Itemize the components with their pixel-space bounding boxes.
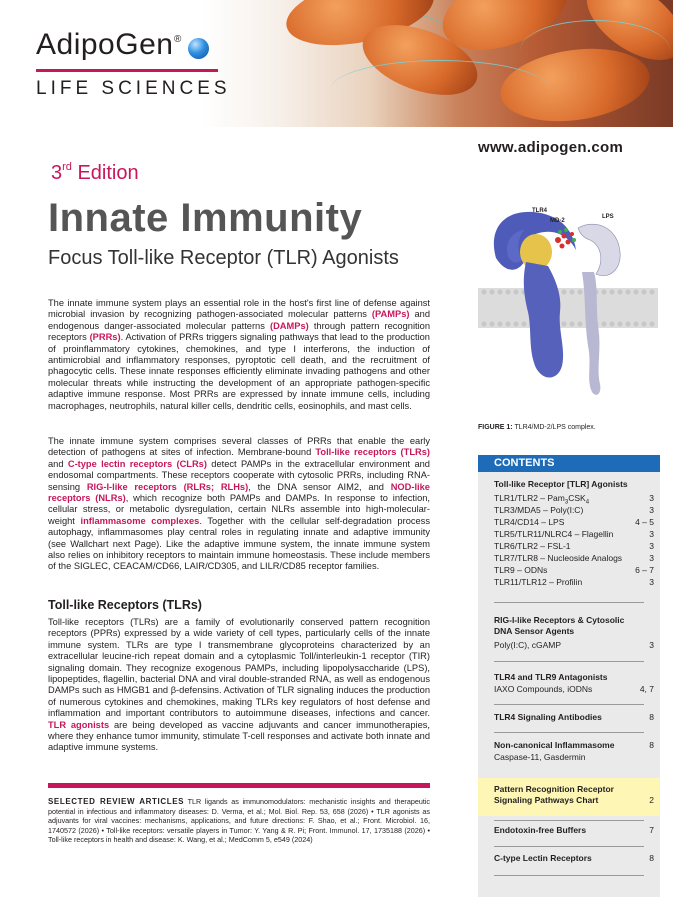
contents-section-tlr-agonists[interactable]: Toll-like Receptor [TLR] Agonists [494, 479, 628, 489]
contents-divider [494, 602, 644, 603]
review-articles [48, 797, 430, 845]
contents-item-label: C-type Lectin Receptors [494, 853, 592, 863]
page-title: Innate Immunity [48, 196, 363, 240]
section-heading-tlrs: Toll-like Receptors (TLRs) [48, 598, 202, 612]
link-clrs[interactable]: C-type lectin receptors (CLRs) [67, 458, 207, 469]
contents-chart-page [494, 795, 654, 807]
contents-item-page: 8 [649, 853, 654, 863]
tlr4-complex-figure [478, 200, 658, 410]
body-text: . Together with the cellular self-degradation process autophagy, inflammasomes play central roles in regulating innate and adaptive immunity (see Wallchart next Page). Like the adaptive immune system, the innate immune system also relies on inhibitory receptors to maintain immune homeostasis. These include members of the SIGLEC, CEACAM/CD66, LAIR/CD305, and LILR/CD85 receptor families. [48, 515, 430, 572]
contents-item-label: Non-canonical Inflammasome [494, 740, 615, 750]
contents-item[interactable] [494, 684, 654, 696]
registered-mark: ® [174, 34, 182, 45]
contents-title: CONTENTS [494, 457, 555, 469]
contents-item-page: 3 [649, 493, 654, 503]
edition-word: Edition [71, 162, 139, 184]
body-text: and endogenous danger-associated molecular patterns [48, 309, 430, 331]
contents-item-label: TLR9 – ODNs [494, 565, 548, 575]
contents-item-page: 3 [649, 640, 654, 650]
fibril-decoration [520, 20, 670, 80]
contents-item-label: TLR11/TLR12 – Profilin [494, 577, 583, 587]
figure-caption-label: FIGURE 1: [478, 424, 513, 431]
review-articles-text: TLR ligands as immunomodulators: mechanistic insights and therapeutic potential in infectious and inflammatory diseases: D. Verma, et al.; Mol. Biol. Rep. 53, 658 (2026) • TLR agonists as adjuvants for viral vaccines: mechanisms, applications, and future directions: F. Shao, et al.; Front. Microbiol. 16, 1740572 (2026) • Toll-like receptors: versatile players in Tumor: Y. Yang & R. Pi; Front. Immunol. 17, 1735188 (2026) • Toll-like receptors in health and disease: K. Wang, et al.; MedComm 5, e549 (2024) [48, 797, 431, 845]
figure-label-md2: MD-2 [550, 218, 565, 224]
contents-sidebar [478, 455, 660, 897]
contents-divider [494, 820, 644, 821]
brand-logo[interactable] [36, 28, 236, 99]
page-subtitle: Focus Toll-like Receptor (TLR) Agonists [48, 247, 399, 269]
term-damps: (DAMPs) [269, 320, 309, 331]
figure-caption-text: TLR4/MD-2/LPS complex. [512, 424, 596, 431]
membrane-band [478, 288, 658, 328]
contents-item-subscript: 4 [585, 499, 590, 506]
brand-subname: LIFE SCIENCES [36, 78, 231, 99]
contents-divider [494, 732, 644, 733]
tlr-paragraph [48, 617, 430, 754]
logo-sphere-icon [188, 38, 209, 59]
body-text: Toll-like receptors (TLRs) are a family of evolutionarily conserved pattern recognition receptors (PPRs) expressed by a wide variety of cell types, particularly cells of the innate immune system. TLRs are type I transmembrane glycoproteins characterized by an extracellular leucine-rich repeat domain and a cytoplasmic Toll/interleukin-1 receptor (TIR) signaling domain. They recognize exogenous PAMPs, including lipopolysaccharide (LPS), lipopeptides, flagellin, bacterial DNA and viral double-stranded RNA, as well as endogenous DAMPs such as HMGB1 and β-defensins. Activation of TLR signaling induces the production of numerous cytokines and chemokines, making TLRs key regulators of host defense and inflammation and important contributors to autoimmune diseases, infections and cancer. [48, 617, 430, 719]
contents-item-page: 8 [649, 712, 654, 722]
contents-item[interactable] [494, 493, 654, 505]
contents-item-page: 4, 7 [639, 684, 654, 694]
contents-section-chart[interactable]: Pattern Recognition Receptor Signaling Pathways Chart [494, 784, 614, 805]
contents-item-label: Poly(I:C), cGAMP [494, 640, 562, 650]
contents-item-label: TLR1/TLR2 – Pam [494, 493, 565, 503]
brand-name: AdipoGen [36, 28, 174, 61]
contents-item[interactable] [494, 529, 654, 541]
body-text: through pattern recognition receptors [48, 320, 430, 343]
contents-item-page: 2 [649, 795, 654, 805]
contents-item-label: TLR7/TLR8 – Nucleoside Analogs [494, 553, 623, 563]
fibril-decoration [330, 60, 550, 120]
prr-classes-paragraph [48, 436, 430, 573]
body-text: The innate immune system plays an essential role in the host's first line of defense against microbial invasion by recognizing pathogen-associated molecular patterns [48, 298, 430, 320]
edition-label [51, 161, 139, 185]
contents-divider [494, 846, 644, 847]
edition-number: 3 [51, 162, 63, 184]
review-articles-heading: SELECTED REVIEW ARTICLES [48, 797, 185, 806]
contents-item[interactable] [494, 517, 654, 529]
figure-caption [478, 424, 596, 431]
link-inflammasome[interactable]: inflammasome complexes [80, 515, 200, 526]
figure-label-lps: LPS [602, 214, 614, 220]
contents-item-label: IAXO Compounds, iODNs [494, 684, 593, 694]
contents-divider [494, 875, 644, 876]
contents-divider [494, 704, 644, 705]
link-nlrs[interactable]: NOD-like receptors (NLRs) [48, 481, 430, 504]
contents-item-label: CSK [568, 493, 586, 503]
body-text: The innate immune system comprises several classes of PRRs that enable the early detection of pathogens at sites of infection. Membrane-bound [48, 436, 430, 458]
link-tlrs[interactable]: Toll-like receptors (TLRs) [315, 447, 430, 458]
contents-item-page: 3 [649, 505, 654, 515]
contents-section-rig[interactable]: RIG-I-like Receptors & Cytosolic DNA Sensor Agents [494, 615, 625, 636]
contents-item-label: TLR3/MDA5 – Poly(I:C) [494, 505, 584, 515]
term-pamps: (PAMPs) [371, 309, 410, 320]
contents-item-label: TLR5/TLR11/NLRC4 – Flagellin [494, 529, 614, 539]
contents-section-clr[interactable] [494, 853, 654, 865]
website-link[interactable]: www.adipogen.com [478, 139, 624, 156]
contents-item-page: 3 [649, 529, 654, 539]
contents-item[interactable] [494, 505, 654, 517]
contents-section-antibodies[interactable] [494, 712, 654, 724]
contents-item-label: TLR6/TLR2 – FSL-1 [494, 541, 571, 551]
figure-label-tlr4: TLR4 [532, 208, 547, 214]
term-prrs: (PRRs) [89, 332, 121, 343]
body-text: , the DNA sensor AIM2, and [248, 481, 391, 492]
intro-paragraph [48, 298, 430, 412]
logo-underline [36, 69, 218, 72]
contents-divider [494, 661, 644, 662]
contents-item-page: 3 [649, 553, 654, 563]
body-text: , which recognize both PAMPs and DAMPs. In response to infection, cellular stress, or metabolic dysregulation, certain NLRs assemble into high-molecular-weight [48, 493, 430, 526]
contents-item-page: 6 – 7 [635, 565, 654, 575]
tlr4-transmembrane-structure [524, 262, 563, 378]
tlr4-partner-structure [578, 224, 620, 276]
contents-item-page: 3 [649, 541, 654, 551]
contents-item-page: 7 [649, 825, 654, 835]
body-text: are being developed as vaccine adjuvants and cancer immunotherapies, where they enhance tumor immunity, stimulate T-cell responses and activate both innate and adaptive immune systems. [48, 719, 430, 753]
contents-item-label: Endotoxin-free Buffers [494, 825, 587, 835]
contents-header [478, 455, 660, 472]
contents-item-subscript: 3 [564, 499, 569, 506]
section-divider [48, 783, 430, 788]
contents-item-page: 3 [649, 577, 654, 587]
contents-item-label: TLR4/CD14 – LPS [494, 517, 565, 527]
contents-item-label: TLR4 Signaling Antibodies [494, 712, 602, 722]
contents-item[interactable] [494, 752, 654, 764]
body-text: and [48, 458, 68, 469]
body-text: detect PAMPs in the extracellular environment and endosomal compartments. These receptors cooperate with cytosolic PRRs, including RNA-sensing [48, 458, 430, 492]
contents-item[interactable] [494, 541, 654, 553]
header-banner [0, 0, 673, 127]
contents-section-antagonists[interactable]: TLR4 and TLR9 Antagonists [494, 672, 608, 682]
contents-section-endotoxin[interactable] [494, 825, 654, 837]
contents-item[interactable] [494, 565, 654, 577]
contents-section-inflammasome[interactable] [494, 740, 654, 752]
body-text: . Activation of PRRs triggers signaling pathways that lead to the production of proinflammatory cytokines, chemokines, and type I interferons, the induction of antimicrobial and inflammatory responses, pyroptotic cell death, and the recruitment of phagocytic cells. These innate responses efficiently eliminate invading pathogens and other molecular threats while instructing the development of an appropriate pathogen-specific adaptive immune response. Most PRRs are expressed by innate immune cells, including macrophages, neutrophils, natural killer cells, dendritic cells, eosinophils, and mast cells. [48, 332, 430, 411]
contents-item-page: 8 [649, 740, 654, 750]
contents-item[interactable] [494, 577, 654, 589]
contents-item[interactable] [494, 640, 654, 652]
edition-suffix: rd [62, 161, 72, 173]
contents-item-label: Caspase-11, Gasdermin [494, 752, 586, 762]
contents-item[interactable] [494, 553, 654, 565]
link-tlr-agonists[interactable]: TLR agonists [48, 719, 110, 730]
link-rlrs[interactable]: RIG-I-like receptors (RLRs; RLHs) [86, 481, 249, 492]
contents-item-page: 4 – 5 [635, 517, 654, 527]
